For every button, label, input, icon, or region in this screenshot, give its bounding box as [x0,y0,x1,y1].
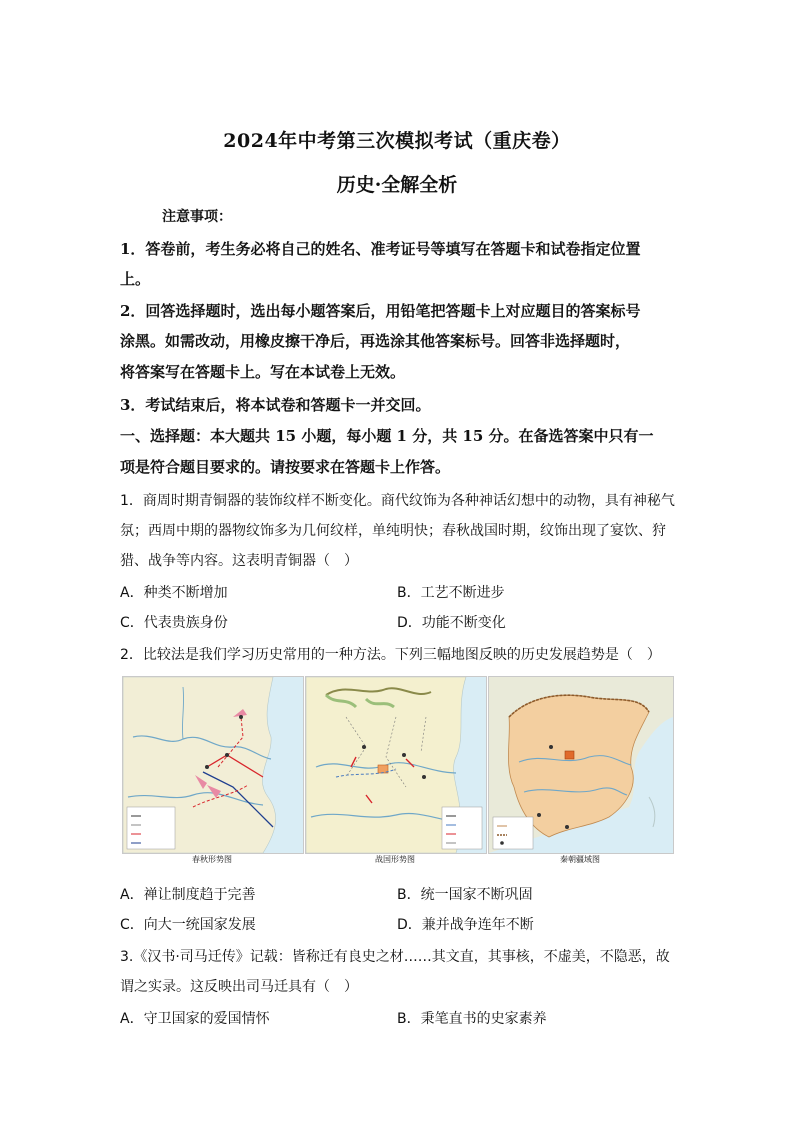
q3-option-b[interactable]: B．秉笔直书的史家素养 [397,1011,547,1027]
notice-heading: 注意事项： [162,209,232,225]
notice-3-line-1: 3．考试结束后，将本试卷和答题卡一并交回。 [120,396,431,414]
notice-2-line-2: 涂黑。如需改动，用橡皮擦干净后，再选涂其他答案标号。回答非选择题时， [120,332,631,350]
q1-stem-line-2: 氛；西周中期的器物纹饰多为几何纹样，单纯明快；春秋战国时期，纹饰出现了宴饮、狩 [120,523,666,539]
q1-option-a[interactable]: A．种类不断增加 [120,585,228,601]
q2-option-d[interactable]: D．兼并战争连年不断 [397,917,534,933]
map-warring-states-caption: 战国形势图 [375,855,415,864]
notice-1-line-1: 1．答卷前，考生务必将自己的姓名、准考证号等填写在答题卡和试卷指定位置 [120,240,641,258]
map-qin-territory-caption: 秦朝疆域图 [560,855,600,864]
notice-1-line-2: 上。 [120,270,151,288]
q2-option-c[interactable]: C．向大一统国家发展 [120,917,256,933]
q1-option-c[interactable]: C．代表贵族身份 [120,615,228,631]
page-title: 2024年中考第三次模拟考试（重庆卷） [223,130,571,152]
map-spring-autumn [122,676,304,854]
q1-stem-line-3: 猎、战争等内容。这表明青铜器（ ） [120,553,358,569]
q2-stem-line-1: 2．比较法是我们学习历史常用的一种方法。下列三幅地图反映的历史发展趋势是（ ） [120,647,661,663]
q2-option-b[interactable]: B．统一国家不断巩固 [397,887,533,903]
page-subtitle: 历史·全解全析 [336,174,458,196]
q3-stem-line-2: 谓之实录。这反映出司马迁具有（ ） [120,979,358,995]
q3-option-a[interactable]: A．守卫国家的爱国情怀 [120,1011,270,1027]
map-spring-autumn-caption: 春秋形势图 [192,855,232,864]
notice-2-line-1: 2．回答选择题时，选出每小题答案后，用铅笔把答题卡上对应题目的答案标号 [120,302,641,320]
q1-option-d[interactable]: D．功能不断变化 [397,615,506,631]
map-qin-territory [488,676,674,854]
q3-stem-line-1: 3.《汉书·司马迁传》记载：皆称迁有良史之材……其文直，其事核，不虚美，不隐恶，故 [120,949,670,965]
q1-option-b[interactable]: B．工艺不断进步 [397,585,505,601]
section-heading-line-2: 项是符合题目要求的。请按要求在答题卡上作答。 [120,458,451,476]
q1-stem-line-1: 1．商周时期青铜器的装饰纹样不断变化。商代纹饰为各种神话幻想中的动物，具有神秘气 [120,493,675,509]
notice-2-line-3: 将答案写在答题卡上。写在本试卷上无效。 [120,363,406,381]
q2-option-a[interactable]: A．禅让制度趋于完善 [120,887,256,903]
section-heading-line-1: 一、选择题：本大题共 15 小题，每小题 1 分，共 15 分。在备选答案中只有一 [120,427,654,445]
map-warring-states [305,676,487,854]
